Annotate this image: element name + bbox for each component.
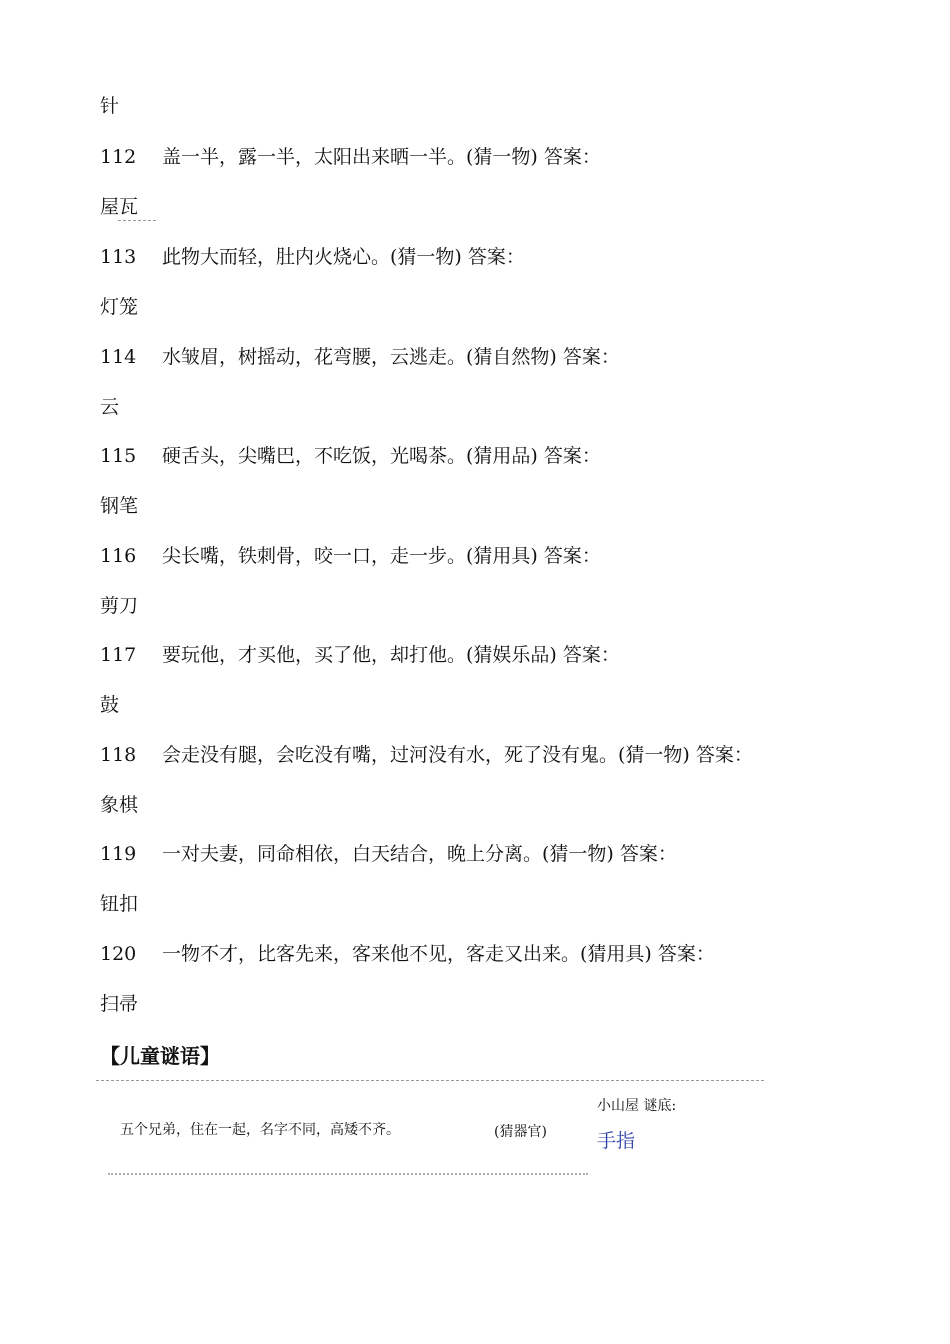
riddle-text: 会走没有腿，会吃没有嘴，过河没有水，死了没有鬼。(猜一物) 答案： <box>162 744 753 766</box>
riddle-line <box>100 842 677 866</box>
answer-label: 小山屋 谜底: <box>597 1098 677 1114</box>
riddle-text: 硬舌头，尖嘴巴，不吃饭，光喝茶。(猜用品) 答案： <box>162 445 601 467</box>
dotted-divider <box>96 1080 764 1081</box>
riddle-number: 116 <box>100 545 137 567</box>
riddle-text: 一对夫妻，同命相依，白天结合，晚上分离。(猜一物) 答案： <box>162 843 677 865</box>
riddle-text: 水皱眉，树摇动，花弯腰，云逃走。(猜自然物) 答案： <box>162 346 620 368</box>
answer-line: 鼓 <box>100 694 120 716</box>
answer-line: 扫帚 <box>100 993 139 1015</box>
riddle-number: 117 <box>100 644 137 666</box>
riddle-number: 119 <box>100 843 137 865</box>
riddle-line <box>100 743 753 767</box>
answer-line: 灯笼 <box>100 296 139 318</box>
answer-line: 针 <box>100 95 120 117</box>
children-riddle-answer: 手指 <box>597 1130 636 1152</box>
riddle-line <box>100 643 620 667</box>
riddle-number: 113 <box>100 246 137 268</box>
riddle-line <box>100 145 601 169</box>
riddle-text: 一物不才，比客先来，客来他不见，客走又出来。(猜用具) 答案： <box>162 943 715 965</box>
riddle-number: 120 <box>100 943 137 965</box>
riddle-line <box>100 942 715 966</box>
riddle-line <box>100 345 620 369</box>
riddle-line <box>100 544 601 568</box>
riddle-number: 112 <box>100 146 137 168</box>
dotted-underline <box>118 220 156 221</box>
children-riddle-text: 五个兄弟，住在一起，名字不同，高矮不齐。 <box>120 1122 400 1138</box>
riddle-text: 盖一半，露一半，太阳出来晒一半。(猜一物) 答案： <box>162 146 601 168</box>
riddle-line <box>100 245 525 269</box>
answer-line: 象棋 <box>100 794 139 816</box>
riddle-line <box>100 444 601 468</box>
answer-line: 云 <box>100 396 120 418</box>
dotted-divider <box>108 1173 588 1175</box>
section-heading: 【儿童谜语】 <box>100 1044 220 1068</box>
answer-line: 剪刀 <box>100 595 139 617</box>
riddle-number: 115 <box>100 445 137 467</box>
answer-line: 钢笔 <box>100 495 139 517</box>
answer-line: 屋瓦 <box>100 196 139 218</box>
riddle-text: 尖长嘴，铁刺骨，咬一口，走一步。(猜用具) 答案： <box>162 545 601 567</box>
riddle-text: 要玩他，才买他，买了他，却打他。(猜娱乐品) 答案： <box>162 644 620 666</box>
riddle-text: 此物大而轻，肚内火烧心。(猜一物) 答案： <box>162 246 525 268</box>
riddle-hint: (猜器官) <box>494 1124 547 1140</box>
riddle-number: 114 <box>100 346 137 368</box>
riddle-number: 118 <box>100 744 137 766</box>
answer-line: 钮扣 <box>100 893 139 915</box>
